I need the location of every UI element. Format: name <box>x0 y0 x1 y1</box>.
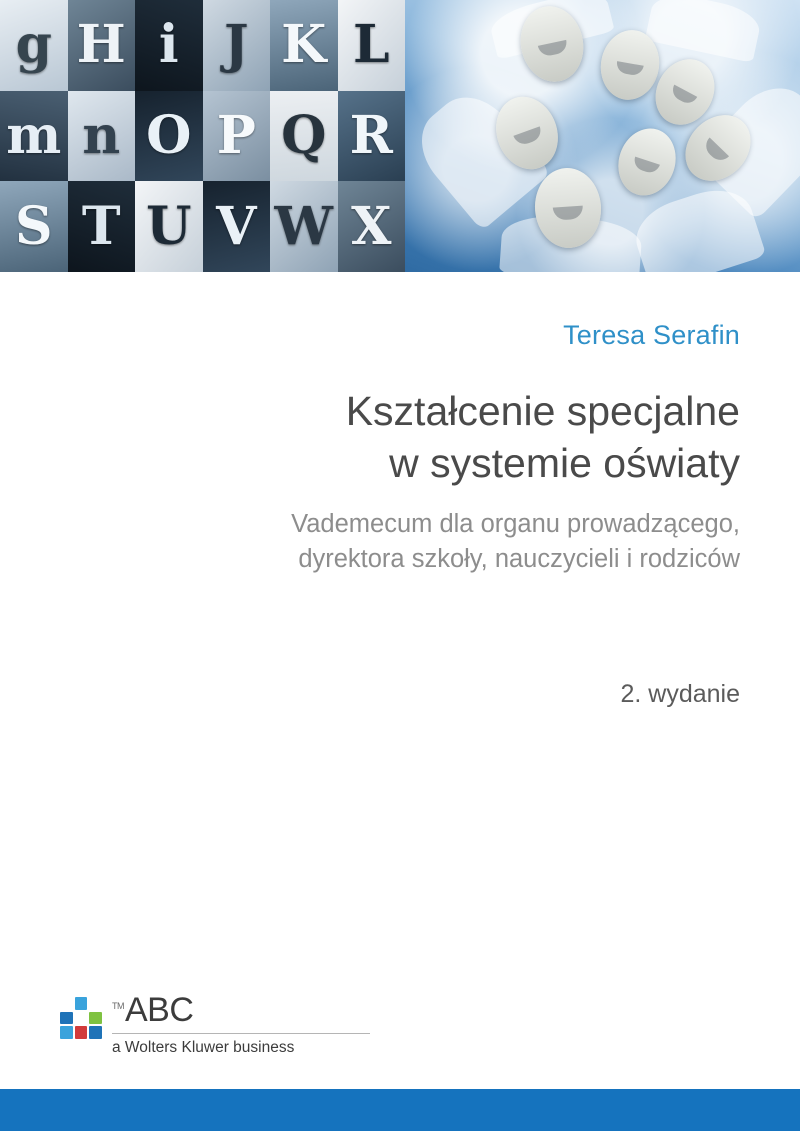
publisher-tagline: a Wolters Kluwer business <box>112 1039 295 1056</box>
letter-tile <box>338 91 406 182</box>
letter-tile <box>68 0 136 91</box>
cover-hero-image <box>0 0 800 272</box>
publisher-logo <box>60 993 370 1057</box>
students-photo <box>405 0 800 272</box>
letter-tile <box>270 91 338 182</box>
letter-glyph: S <box>14 195 53 257</box>
publisher-text <box>112 993 370 1057</box>
letter-tile <box>203 91 271 182</box>
letter-tile <box>270 0 338 91</box>
book-title-line-1: Kształcenie specjalne <box>345 388 740 434</box>
letter-glyph: m <box>6 104 62 166</box>
cover-text-block <box>0 272 800 709</box>
photo-face <box>610 121 684 203</box>
letter-tile <box>0 91 68 182</box>
letter-glyph: K <box>281 14 327 76</box>
letter-tile <box>135 91 203 182</box>
letter-tile <box>270 181 338 272</box>
letter-glyph: V <box>216 195 257 257</box>
letter-glyph: U <box>146 195 192 257</box>
book-subtitle <box>60 507 740 576</box>
book-subtitle-line-2: dyrektora szkoły, nauczycieli i rodziców <box>298 544 740 573</box>
letter-tile <box>68 91 136 182</box>
book-title-line-2: w systemie oświaty <box>389 440 740 487</box>
letter-tile <box>338 181 406 272</box>
letter-glyph: P <box>216 104 256 166</box>
letter-tile <box>338 0 406 91</box>
logo-divider <box>112 1033 370 1034</box>
letter-glyph: n <box>82 104 121 166</box>
letter-glyph: T <box>81 195 121 257</box>
letter-collage <box>0 0 405 272</box>
trademark-symbol: TM <box>112 1000 124 1011</box>
letter-glyph: R <box>349 104 393 166</box>
letter-glyph: L <box>352 14 390 76</box>
letter-tile <box>0 0 68 91</box>
publisher-name: ABC <box>125 991 194 1029</box>
edition-label: 2. wydanie <box>620 679 740 708</box>
letter-glyph: H <box>76 14 126 76</box>
letter-glyph: J <box>223 14 249 76</box>
letter-tile <box>135 0 203 91</box>
abc-logo-icon <box>60 997 102 1039</box>
letter-glyph: g <box>15 14 52 76</box>
letter-glyph: i <box>158 14 179 76</box>
letter-tile <box>135 181 203 272</box>
book-title <box>60 385 740 489</box>
letter-tile <box>0 181 68 272</box>
letter-tile <box>203 0 271 91</box>
letter-glyph: X <box>351 195 392 257</box>
bottom-color-bar <box>0 1089 800 1131</box>
photo-figure <box>645 0 763 63</box>
letter-tile <box>68 181 136 272</box>
author-name: Teresa Serafin <box>563 320 740 350</box>
letter-glyph: O <box>146 104 192 166</box>
publisher-name-row <box>112 993 370 1027</box>
book-subtitle-line-1: Vademecum dla organu prowadzącego, <box>291 510 740 539</box>
letter-tile <box>203 181 271 272</box>
letter-glyph: W <box>274 195 333 257</box>
letter-glyph: Q <box>281 104 327 166</box>
